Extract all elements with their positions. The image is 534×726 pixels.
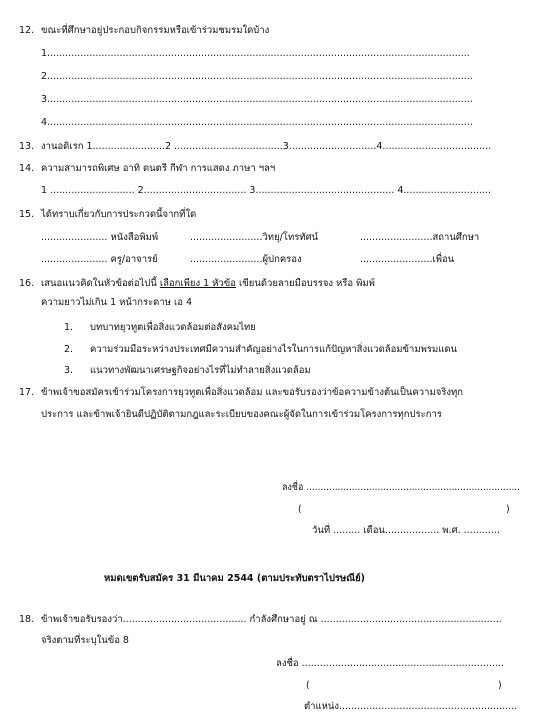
topic-2-text: ความร่วมมือระหว่างประเทศมีความสำคัญอย่างไรในการแก้ปัญหาสิ่งแวดล้อมข้ามพรมแดน: [90, 344, 458, 355]
item-16-question: [41, 277, 375, 290]
item-17-number: 17.: [19, 387, 35, 398]
source-teacher[interactable]: ...................... ครู/อาจารย์: [41, 254, 158, 265]
item-14-line[interactable]: 1 ............................ 2.................................. 3.............................................. 4.............................: [41, 185, 491, 196]
item-12-number: 12.: [19, 25, 35, 36]
item-12-line-2[interactable]: 2.............................................................................................................................................: [41, 71, 473, 82]
item-16-text-a: เสนอแนวคิดในหัวข้อต่อไปนี้: [41, 278, 157, 289]
item-17-line-1: ข้าพเจ้าขอสมัครเข้าร่วมโครงการยุวทูตเพื่อสิ่งแวดล้อม และขอรับรองว่าข้อความข้างต้นเป็นความจริงทุก: [41, 387, 464, 398]
item-18-line-2: จริงตามที่ระบุในข้อ 8: [41, 635, 129, 646]
item-13-number: 13.: [19, 141, 35, 152]
topic-3-number: 3.: [64, 365, 74, 376]
signature-line[interactable]: ลงชื่อ ...........................................................................: [282, 482, 521, 493]
source-parent[interactable]: ........................ผู้ปกครอง: [190, 254, 302, 265]
item-15-question: ได้ทราบเกี่ยวกับการประกวดนี้จากที่ใด: [41, 209, 197, 220]
item-12-line-4[interactable]: 4.............................................................................................................................................: [41, 117, 473, 128]
item-15-number: 15.: [19, 209, 35, 220]
item-14-number: 14.: [19, 163, 35, 174]
certifier-paren-open: (: [306, 680, 310, 691]
item-14-question: ความสามารถพิเศษ อาทิ ดนตรี กีฬา การแสดง ภาษา ฯลฯ: [41, 163, 276, 174]
item-16-number: 16.: [19, 278, 35, 289]
item-12-line-3[interactable]: 3.............................................................................................................................................: [41, 94, 473, 105]
source-newspaper[interactable]: ...................... หนังสือพิมพ์: [41, 232, 159, 243]
item-16-length: ความยาวไม่เกิน 1 หน้ากระดาษ เอ 4: [41, 297, 192, 308]
signature-paren-close: ): [506, 504, 510, 515]
topic-2-number: 2.: [64, 344, 74, 355]
signature-paren-open: (: [298, 504, 302, 515]
source-friend[interactable]: ........................เพื่อน: [360, 254, 455, 265]
item-12-line-1[interactable]: 1............................................................................................................................................: [41, 48, 470, 59]
source-radio-tv[interactable]: ........................วิทยุ/โทรทัศน์: [190, 232, 319, 243]
source-school[interactable]: ........................สถานศึกษา: [360, 232, 480, 243]
item-13-hobbies[interactable]: งานอดิเรก 1........................2 ....................................3.............................4....................................: [41, 141, 492, 152]
item-16-choose-one: เลือกเพียง 1 หัวข้อ: [159, 278, 236, 289]
certifier-paren-close: ): [498, 680, 502, 691]
certifier-position[interactable]: ตำแหน่ง...........................................................: [304, 701, 518, 712]
deadline-notice: หมดเขตรับสมัคร 31 มีนาคม 2544 (ตามประทับตราไปรษณีย์): [104, 573, 365, 584]
item-18-line-1[interactable]: ข้าพเจ้าขอรับรองว่า......................................... กำลังศึกษาอยู่ ณ ............................................................: [41, 614, 502, 625]
topic-1-text: บทบาทยุวทูตเพื่อสิ่งแวดล้อมต่อสังคมไทย: [90, 322, 256, 333]
item-18-number: 18.: [19, 614, 35, 625]
item-16-text-c: เขียนด้วยลายมือบรรจง หรือ พิมพ์: [239, 278, 375, 289]
item-17-line-2: ประการ และข้าพเจ้ายินดีปฏิบัติตามกฎและระเบียบของคณะผู้จัดในการเข้าร่วมโครงการทุกประการ: [41, 409, 442, 420]
signature-date[interactable]: วันที่ ......... เดือน.................. พ.ศ. ............: [312, 525, 500, 536]
topic-1-number: 1.: [64, 322, 74, 333]
certifier-signature-line[interactable]: ลงชื่อ ...................................................................: [276, 658, 504, 669]
item-12-question: ขณะที่ศึกษาอยู่ประกอบกิจกรรมหรือเข้าร่วมชมรมใดบ้าง: [41, 25, 270, 36]
topic-3-text: แนวทางพัฒนาเศรษฐกิจอย่างไรที่ไม่ทำลายสิ่งแวดล้อม: [90, 365, 311, 376]
